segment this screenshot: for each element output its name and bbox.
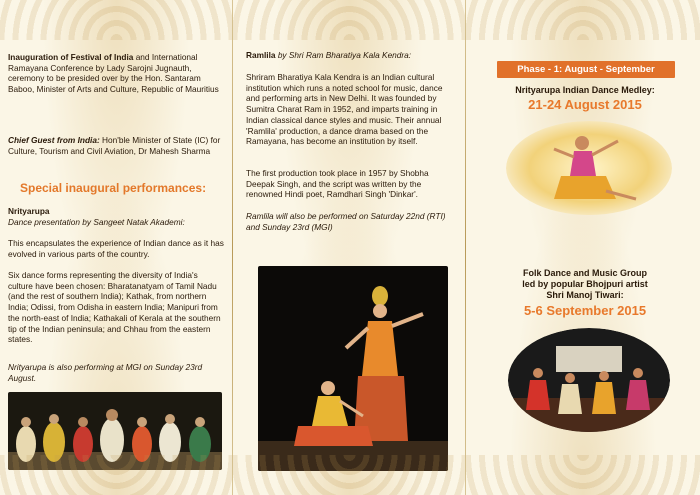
ramlila-lead: Ramlila: [246, 50, 276, 60]
chief-guest-lead: Chief Guest from India:: [8, 135, 100, 145]
folk-line1: Folk Dance and Music Group: [522, 268, 648, 278]
mgi-note: Nrityarupa is also performing at MGI on Sunday 23rd August.: [8, 362, 203, 383]
chief-guest-paragraph: [8, 135, 224, 156]
nrityarupa-title: Nrityarupa: [8, 206, 50, 216]
ramlila-para2: The first production took place in 1957 by Shobha Deepak Singh, and the script was written by the renowned Hindi poet, Ramdhari Singh 'Dinkar'.: [246, 168, 429, 200]
nrityarupa-para2: Six dance forms representing the diversity of India's culture have been chosen: Bharatanatyam of Tamil Nadu (and the rest of southern India); Kathak, from northern India; Odissi, from Odisha in eastern India; Manipuri from the north-east of India; Kathakali of Kerala at the southern tip of the Indian peninsula; and Chhau from the eastern states.: [8, 270, 221, 345]
ramlila-by: by Shri Ram Bharatiya Kala Kendra:: [275, 50, 412, 60]
nrityarupa-para1: This encapsulates the experience of Indian dance as it has evolved in various parts of the country.: [8, 238, 224, 259]
medley-dates: 21-24 August 2015: [528, 97, 642, 112]
folk-line2: led by popular Bhojpuri artist: [522, 279, 648, 289]
left-panel: [0, 0, 233, 495]
folk-line3: Shri Manoj Tiwari:: [546, 290, 624, 300]
nrityarupa-dancer-photo: [506, 121, 672, 216]
ramlila-para3: Ramlila will also be performed on Saturday 22nd (RTI) and Sunday 23rd (MGI): [246, 211, 446, 232]
middle-panel: [233, 0, 466, 495]
ramlila-para1: Shriram Bharatiya Kala Kendra is an Indian cultural institution which runs a noted school for music, dance and performing arts in New Delhi. It was founded by Sumitra Charat Ram in 1952, and imparts training in Indian classical dance styles and music. Their annual 'Ramlila' production, a dance drama based on the Ramayana, has become an institution by itself.: [246, 72, 443, 147]
ramlila-photo: [258, 266, 448, 471]
medley-title: Nrityarupa Indian Dance Medley:: [515, 85, 655, 95]
special-performances-heading: Special inaugural performances:: [20, 181, 207, 195]
folk-dance-photo: [508, 328, 670, 432]
phase-banner: Phase - 1: August - September: [497, 61, 675, 78]
inauguration-lead: Inauguration of Festival of India: [8, 52, 134, 62]
ramlila-heading: [246, 50, 460, 61]
inauguration-rest: and International Ramayana Conference by Lady Sarojni Jugnauth, ceremony to be presided over by the Hon. Santaram Baboo, Minister of Arts and Culture, Republic of Mauritius: [8, 52, 219, 95]
folk-dates: 5-6 September 2015: [523, 303, 647, 318]
chief-guest-rest: Hon'ble Minister of State (IC) for Culture, Tourism and Civil Aviation, Dr Mahesh Sharma: [8, 135, 221, 156]
nrityarupa-subtitle: Dance presentation by Sangeet Natak Akademi:: [8, 217, 185, 227]
manipuri-dance-photo: [8, 392, 222, 470]
inauguration-paragraph: [8, 52, 224, 95]
